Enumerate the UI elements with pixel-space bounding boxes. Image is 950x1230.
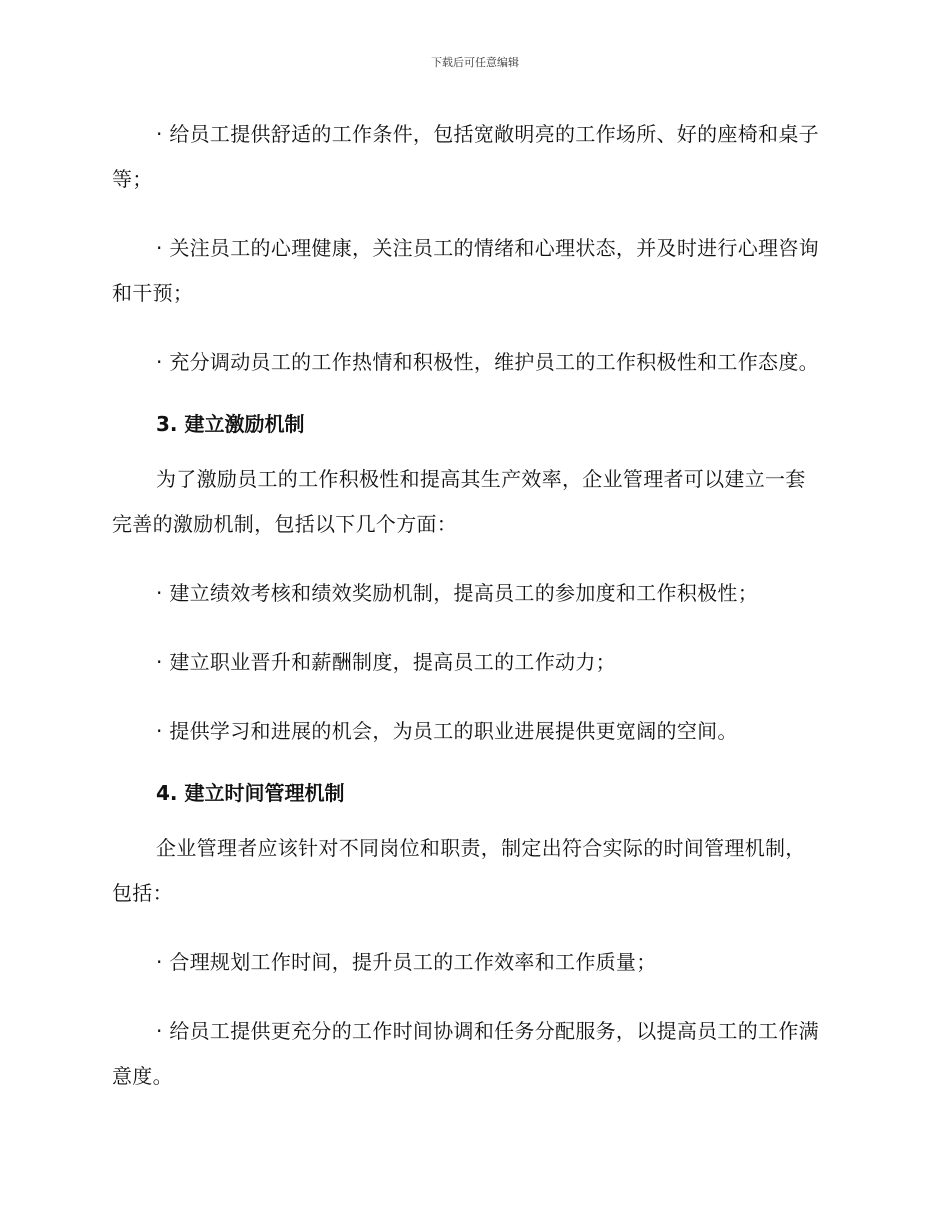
bullet-mental-health: · 关注员工的心理健康，关注员工的情绪和心理状态，并及时进行心理咨询和干预； — [112, 236, 819, 305]
section-heading-incentive: 3. 建立激励机制 — [156, 412, 305, 436]
bullet-enthusiasm: · 充分调动员工的工作热情和积极性，维护员工的工作积极性和工作态度。 — [156, 350, 819, 374]
page-header: 下载后可任意编辑 — [431, 56, 519, 69]
paragraph-incentive-intro: 为了激励员工的工作积极性和提高其生产效率，企业管理者可以建立一套完善的激励机制，包括以下几个方面： — [112, 467, 806, 536]
bullet-plan-work-time: · 合理规划工作时间，提升员工的工作效率和工作质量； — [156, 950, 657, 974]
bullet-time-coordination: · 给员工提供更充分的工作时间协调和任务分配服务，以提高员工的工作满意度。 — [112, 1019, 819, 1088]
paragraph-time-management-intro: 企业管理者应该针对不同岗位和职责，制定出符合实际的时间管理机制，包括： — [112, 836, 806, 905]
section-heading-time-management: 4. 建立时间管理机制 — [156, 781, 345, 805]
document-body — [112, 112, 824, 1123]
bullet-promotion-salary: · 建立职业晋升和薪酬制度，提高员工的工作动力； — [156, 650, 616, 674]
bullet-performance-rewards: · 建立绩效考核和绩效奖励机制，提高员工的参加度和工作积极性； — [156, 581, 759, 605]
bullet-comfortable-conditions: · 给员工提供舒适的工作条件，包括宽敞明亮的工作场所、好的座椅和桌子等； — [112, 122, 819, 191]
bullet-learning-opportunities: · 提供学习和进展的机会，为员工的职业进展提供更宽阔的空间。 — [156, 719, 738, 743]
